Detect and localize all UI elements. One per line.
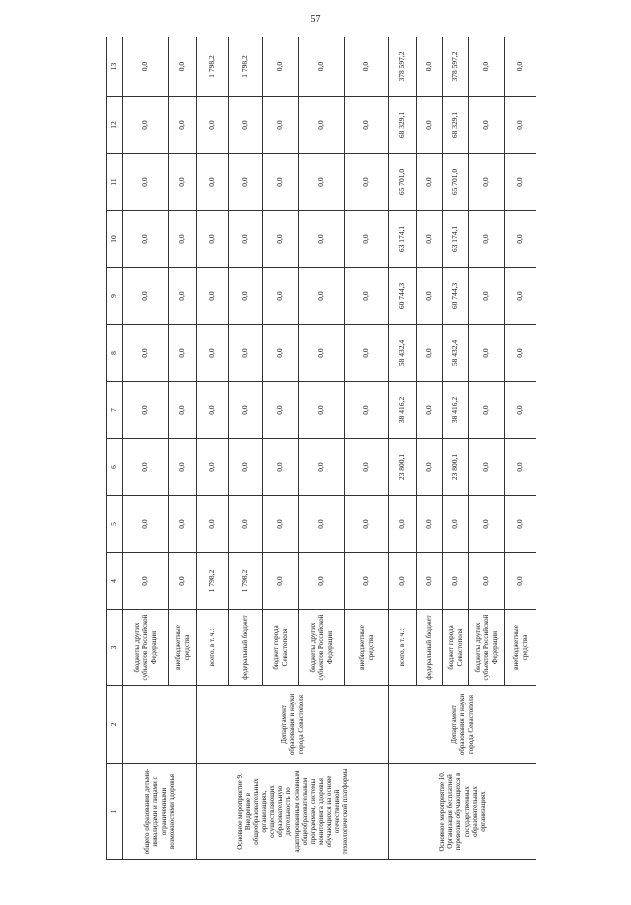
value-cell: 0,0 [345,211,389,268]
header-cell: 8 [107,325,123,382]
funding-source-cell: бюджеты других субъектов Российской Федерации [469,610,505,686]
value-cell: 0,0 [263,211,299,268]
value-cell: 0,0 [299,37,345,97]
measure-description-cell: общего образования детьми-инвалидами и лицами с ограниченными возможностями здоровья [123,764,197,860]
value-cell: 0,0 [263,154,299,211]
value-cell: 0,0 [345,382,389,439]
header-cell: 7 [107,382,123,439]
header-cell: 3 [107,610,123,686]
value-cell: 60 744,3 [389,268,417,325]
value-cell: 0,0 [299,325,345,382]
value-cell: 0,0 [417,211,443,268]
measure-description-cell: Основное мероприятие 10. Организация бесплатной перевозки обучающихся в государственных образовательных организациях [389,764,537,860]
value-cell: 0,0 [417,97,443,154]
header-cell: 9 [107,268,123,325]
value-cell: 68 329,1 [389,97,417,154]
funding-source-cell: федеральный бюджет [417,610,443,686]
value-cell: 1 798,2 [197,553,229,610]
table-row [123,37,169,860]
value-cell: 38 416,2 [389,382,417,439]
value-cell: 1 798,2 [229,553,263,610]
value-cell: 63 174,1 [389,211,417,268]
value-cell: 0,0 [469,154,505,211]
header-cell: 4 [107,553,123,610]
rotated-table-area [106,37,536,860]
value-cell: 0,0 [469,553,505,610]
value-cell: 0,0 [469,382,505,439]
value-cell: 0,0 [169,154,197,211]
value-cell: 0,0 [197,325,229,382]
value-cell: 0,0 [299,382,345,439]
value-cell: 0,0 [263,382,299,439]
value-cell: 0,0 [389,553,417,610]
value-cell: 23 800,1 [443,439,469,496]
value-cell: 0,0 [345,325,389,382]
value-cell: 0,0 [505,211,537,268]
header-cell: 1 [107,764,123,860]
value-cell: 0,0 [123,154,169,211]
executor-cell: Департамент образования и науки города Севастополя [197,686,389,764]
value-cell: 0,0 [505,37,537,97]
value-cell: 0,0 [197,211,229,268]
value-cell: 0,0 [169,382,197,439]
funding-source-cell: всего, в т. ч.: [389,610,417,686]
value-cell: 0,0 [123,268,169,325]
header-cell: 12 [107,97,123,154]
value-cell: 0,0 [417,382,443,439]
value-cell: 0,0 [123,382,169,439]
value-cell: 0,0 [299,553,345,610]
value-cell: 0,0 [417,439,443,496]
value-cell: 0,0 [263,325,299,382]
table-header-row [107,37,123,860]
value-cell: 0,0 [263,439,299,496]
value-cell: 0,0 [229,496,263,553]
header-cell: 2 [107,686,123,764]
value-cell: 0,0 [229,382,263,439]
value-cell: 0,0 [417,37,443,97]
value-cell: 0,0 [469,97,505,154]
value-cell: 0,0 [263,37,299,97]
value-cell: 0,0 [229,211,263,268]
value-cell: 0,0 [299,439,345,496]
value-cell: 0,0 [505,154,537,211]
value-cell: 0,0 [197,154,229,211]
value-cell: 0,0 [123,325,169,382]
value-cell: 0,0 [389,496,417,553]
value-cell: 0,0 [505,496,537,553]
value-cell: 0,0 [469,496,505,553]
value-cell: 63 174,1 [443,211,469,268]
funding-source-cell: бюджет города Севастополя [263,610,299,686]
value-cell: 60 744,3 [443,268,469,325]
value-cell: 0,0 [123,496,169,553]
value-cell: 0,0 [169,325,197,382]
value-cell: 0,0 [123,553,169,610]
value-cell: 0,0 [505,382,537,439]
value-cell: 0,0 [417,553,443,610]
value-cell: 0,0 [263,268,299,325]
value-cell: 0,0 [299,211,345,268]
value-cell: 0,0 [169,37,197,97]
value-cell: 0,0 [505,439,537,496]
value-cell: 0,0 [197,496,229,553]
value-cell: 0,0 [263,496,299,553]
table-row [389,37,417,860]
value-cell: 0,0 [123,37,169,97]
value-cell: 0,0 [229,439,263,496]
value-cell: 0,0 [345,268,389,325]
executor-cell [123,686,197,764]
value-cell: 0,0 [197,97,229,154]
funding-source-cell: бюджеты других субъектов Российской Федерации [123,610,169,686]
value-cell: 0,0 [417,496,443,553]
value-cell: 0,0 [505,325,537,382]
executor-cell: Департамент образования и науки города Севастополя [389,686,537,764]
value-cell: 0,0 [345,37,389,97]
value-cell: 378 597,2 [389,37,417,97]
value-cell: 58 432,4 [443,325,469,382]
value-cell: 68 329,1 [443,97,469,154]
value-cell: 0,0 [443,553,469,610]
value-cell: 65 701,0 [389,154,417,211]
value-cell: 0,0 [263,553,299,610]
value-cell: 58 432,4 [389,325,417,382]
value-cell: 0,0 [123,439,169,496]
header-cell: 6 [107,439,123,496]
funding-source-cell: федеральный бюджет [229,610,263,686]
value-cell: 0,0 [299,496,345,553]
value-cell: 0,0 [443,496,469,553]
value-cell: 0,0 [417,268,443,325]
value-cell: 0,0 [299,268,345,325]
value-cell: 0,0 [345,553,389,610]
value-cell: 0,0 [345,154,389,211]
value-cell: 0,0 [505,268,537,325]
value-cell: 0,0 [417,154,443,211]
value-cell: 23 800,1 [389,439,417,496]
value-cell: 0,0 [229,268,263,325]
value-cell: 0,0 [229,154,263,211]
table-row [197,37,229,860]
value-cell: 378 597,2 [443,37,469,97]
funding-source-cell: внебюджетные средства [345,610,389,686]
value-cell: 0,0 [469,211,505,268]
value-cell: 0,0 [229,97,263,154]
value-cell: 1 798,2 [197,37,229,97]
funding-source-cell: бюджеты других субъектов Российской Федерации [299,610,345,686]
page-number: 57 [310,14,321,25]
value-cell: 0,0 [345,439,389,496]
value-cell: 0,0 [469,37,505,97]
funding-source-cell: бюджет города Севастополя [443,610,469,686]
header-cell: 10 [107,211,123,268]
value-cell: 65 701,0 [443,154,469,211]
value-cell: 1 798,2 [229,37,263,97]
value-cell: 0,0 [197,382,229,439]
budget-table [106,37,536,860]
value-cell: 0,0 [505,553,537,610]
value-cell: 0,0 [299,154,345,211]
rotated-table-container [106,37,536,860]
value-cell: 0,0 [263,97,299,154]
header-cell: 13 [107,37,123,97]
value-cell: 0,0 [505,97,537,154]
value-cell: 0,0 [197,268,229,325]
funding-source-cell: внебюджетные средства [169,610,197,686]
value-cell: 0,0 [169,439,197,496]
value-cell: 0,0 [469,439,505,496]
funding-source-cell: внебюджетные средства [505,610,537,686]
value-cell: 0,0 [169,97,197,154]
value-cell: 0,0 [417,325,443,382]
value-cell: 0,0 [169,211,197,268]
header-cell: 11 [107,154,123,211]
value-cell: 38 416,2 [443,382,469,439]
header-cell: 5 [107,496,123,553]
value-cell: 0,0 [169,268,197,325]
value-cell: 0,0 [123,97,169,154]
value-cell: 0,0 [229,325,263,382]
value-cell: 0,0 [123,211,169,268]
measure-description-cell: Основное мероприятие 9. Внедрение в общеобразовательных организациях, осуществляющих образовательную деятельность по адаптированным основным общеобразовательным программам, системы мониторинга здоровья обучающихся на основе отечественной технологической платформы [197,764,389,860]
value-cell: 0,0 [169,553,197,610]
value-cell: 0,0 [345,97,389,154]
value-cell: 0,0 [345,496,389,553]
value-cell: 0,0 [299,97,345,154]
value-cell: 0,0 [469,268,505,325]
value-cell: 0,0 [169,496,197,553]
value-cell: 0,0 [469,325,505,382]
value-cell: 0,0 [197,439,229,496]
funding-source-cell: всего, в т. ч.: [197,610,229,686]
